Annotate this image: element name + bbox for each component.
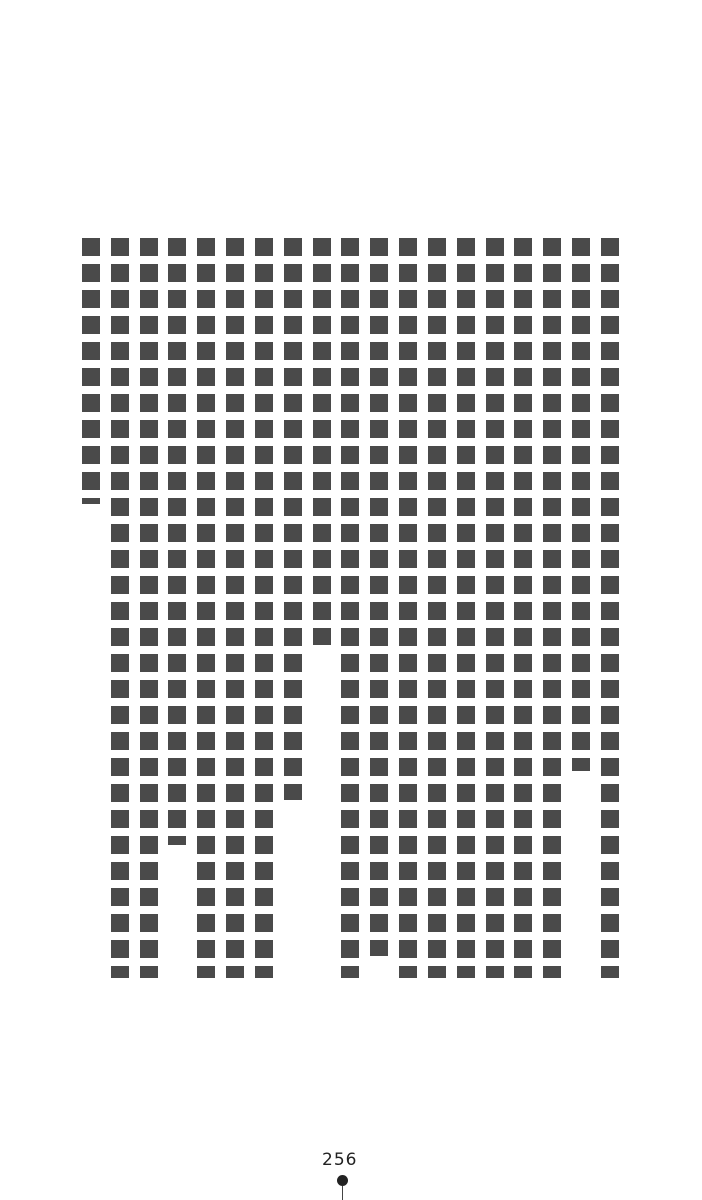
text-line (140, 238, 158, 978)
text-column (107, 238, 133, 978)
text-column (337, 238, 363, 978)
text-column (395, 238, 421, 978)
vertical-text-block (78, 238, 623, 978)
text-line (370, 238, 388, 956)
text-column (136, 238, 162, 978)
text-column (193, 238, 219, 978)
text-column (482, 238, 508, 978)
text-column (366, 238, 392, 978)
text-line (284, 238, 302, 800)
text-column (78, 238, 104, 978)
text-line (313, 238, 331, 645)
text-column (510, 238, 536, 978)
text-column (309, 238, 335, 978)
text-line (486, 238, 504, 978)
text-line (428, 238, 446, 978)
text-line (457, 238, 475, 978)
text-column (597, 238, 623, 978)
text-column (453, 238, 479, 978)
text-column (424, 238, 450, 978)
text-column (222, 238, 248, 978)
text-line (399, 238, 417, 978)
text-column (280, 238, 306, 978)
text-line (168, 238, 186, 845)
text-line (601, 238, 619, 978)
text-column (539, 238, 565, 978)
text-line (514, 238, 532, 978)
text-column (251, 238, 277, 978)
text-column (568, 238, 594, 978)
pin-stem (342, 1186, 343, 1200)
text-line (572, 238, 590, 771)
text-line (226, 238, 244, 978)
pin-icon (337, 1175, 348, 1186)
text-column (164, 238, 190, 978)
text-line (111, 238, 129, 978)
text-line (543, 238, 561, 978)
page-number: 256 (322, 1150, 358, 1170)
text-line (197, 238, 215, 978)
text-line (255, 238, 273, 978)
text-line (341, 238, 359, 978)
text-line (82, 238, 100, 504)
